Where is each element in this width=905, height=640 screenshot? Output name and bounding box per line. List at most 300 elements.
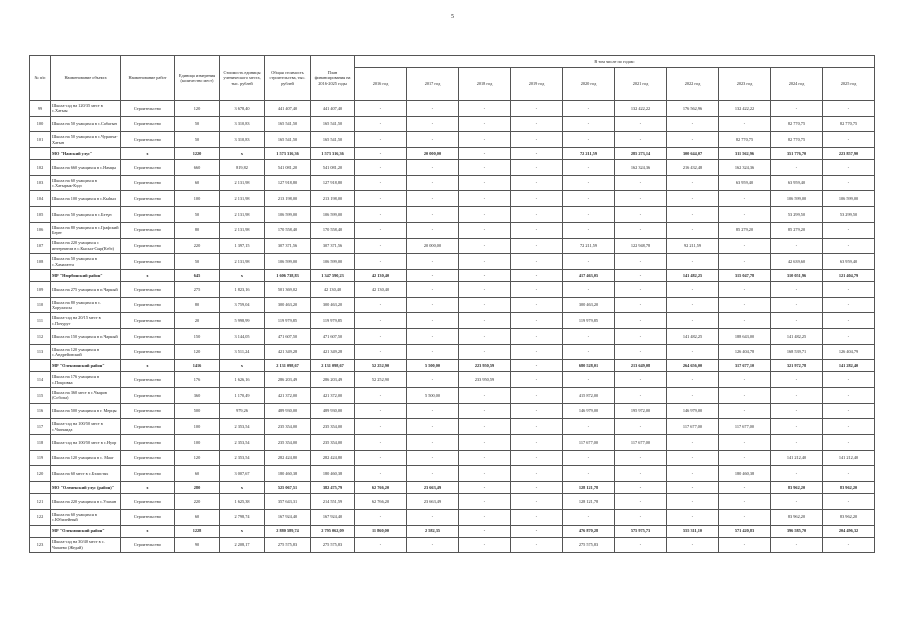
year-amount: - [355,313,407,329]
year-amount: - [355,450,407,466]
table-row [30,328,875,344]
table-row [30,509,875,525]
object-name: Школа на 80 учащихся в с.Графский Берег [51,222,121,238]
year-amount: 317 677,10 [719,360,771,372]
capacity: 280 [175,482,220,494]
year-amount: - [771,388,823,404]
year-amount: - [459,101,511,117]
total-cost: 300 463,20 [265,297,311,313]
work-type: х [121,148,175,160]
unit-cost: 1 823,16 [220,281,265,297]
year-amount: - [459,509,511,525]
year-amount: - [667,509,719,525]
year-amount: - [719,207,771,223]
row-number [30,269,51,281]
plan-amount: 1 347 590,23 [311,269,355,281]
header-year: 2019 год [511,68,563,101]
year-amount: - [667,494,719,510]
object-name: Школа на 50 учащихся в с.Сабагын [51,116,121,132]
total-cost: 421 372,00 [265,388,311,404]
year-amount: - [459,175,511,191]
header-year: 2024 год [771,68,823,101]
work-type: Строительство [121,238,175,254]
year-amount: - [667,281,719,297]
plan-amount: 2 131 098,67 [311,360,355,372]
year-amount: - [667,313,719,329]
year-amount: 146 979,00 [563,403,615,419]
year-amount: 23 663,49 [407,482,459,494]
year-amount: - [459,403,511,419]
object-name: Школа на 60 учащихся в с.Хатырык-Кэдэ [51,175,121,191]
year-amount: 126 404,79 [823,344,875,360]
year-amount: - [667,207,719,223]
year-amount: - [355,388,407,404]
year-amount: - [511,269,563,281]
capacity: 1228 [175,525,220,537]
year-amount: 128 121,78 [563,494,615,510]
year-amount: - [355,101,407,117]
year-amount: - [615,313,667,329]
year-amount: - [667,222,719,238]
unit-cost: 1 397,15 [220,238,265,254]
total-cost: 525 067,51 [265,482,311,494]
capacity: 60 [175,175,220,191]
object-name: Школа на 176 учащихся в с.Покровка [51,372,121,388]
year-amount: 168 539,71 [771,344,823,360]
plan-amount: 441 407,40 [311,101,355,117]
year-amount: - [407,281,459,297]
plan-amount: 2 795 062,09 [311,525,355,537]
year-amount: - [823,297,875,313]
plan-amount: 421 349,28 [311,344,355,360]
plan-amount: 106 599,00 [311,207,355,223]
year-amount: - [459,160,511,176]
year-amount: - [407,175,459,191]
year-amount: - [719,388,771,404]
year-amount: 20 000,00 [407,238,459,254]
year-amount: - [511,372,563,388]
year-amount: 396 585,70 [771,525,823,537]
year-amount: 141 482,25 [667,328,719,344]
year-amount: - [355,160,407,176]
row-number: 112 [30,328,51,344]
year-amount: - [615,509,667,525]
capacity: 150 [175,328,220,344]
year-amount: - [563,175,615,191]
total-cost: 421 349,28 [265,344,311,360]
year-amount: - [667,116,719,132]
year-amount: - [459,494,511,510]
row-number: 118 [30,435,51,451]
year-amount: - [771,101,823,117]
year-amount: - [459,238,511,254]
year-amount: 63 959,40 [771,175,823,191]
total-cost: 2 131 098,67 [265,360,311,372]
year-amount: - [511,297,563,313]
work-type: Строительство [121,403,175,419]
year-amount: 42 639,60 [771,254,823,270]
total-cost: 357 643,31 [265,494,311,510]
year-amount: 141 482,25 [771,328,823,344]
unit-cost: 5 998,99 [220,313,265,329]
total-cost: 106 599,00 [265,254,311,270]
year-amount: 53 299,50 [823,207,875,223]
total-cost: 119 979,85 [265,313,311,329]
year-amount: - [459,269,511,281]
year-amount: - [615,116,667,132]
table-row [30,435,875,451]
total-cost: 165 541,50 [265,116,311,132]
plan-amount: 286 203,49 [311,372,355,388]
table-body [30,101,875,553]
year-amount: - [771,297,823,313]
year-amount: 5 500,00 [407,388,459,404]
year-amount: 2 582,35 [407,525,459,537]
header-name: Наименование объекта [51,56,121,101]
object-name: Школа на 500 учащихся в г. Мерцы [51,403,121,419]
year-amount: - [511,509,563,525]
year-amount: 575 975,73 [615,525,667,537]
year-amount: 555 311,10 [667,525,719,537]
year-amount: - [667,450,719,466]
capacity: 50 [175,116,220,132]
year-amount: - [407,313,459,329]
total-cost: 106 599,00 [265,207,311,223]
row-number: 109 [30,281,51,297]
unit-cost: 3 511,24 [220,344,265,360]
object-name: Школа на 120 учащихся в с.Андрейовский [51,344,121,360]
year-amount: - [355,238,407,254]
unit-cost: х [220,482,265,494]
header-year: 2021 год [615,68,667,101]
work-type: Строительство [121,175,175,191]
unit-cost: 2 353,54 [220,450,265,466]
year-amount: - [771,238,823,254]
year-amount: 141 212,40 [771,450,823,466]
year-amount: - [771,494,823,510]
object-name: Школа на 50 учащихся в с.Чурапча-Хатын [51,132,121,148]
year-amount: - [563,450,615,466]
year-amount: - [563,509,615,525]
work-type: Строительство [121,388,175,404]
total-cost: 170 558,40 [265,222,311,238]
year-amount: - [355,116,407,132]
year-amount: 82 770,75 [719,132,771,148]
year-amount: 300 644,07 [667,148,719,160]
year-amount: - [407,466,459,482]
plan-amount: 213 198,00 [311,191,355,207]
work-type: Строительство [121,435,175,451]
year-amount: - [771,537,823,553]
year-amount: - [719,191,771,207]
year-amount: - [823,222,875,238]
total-cost: 165 541,50 [265,132,311,148]
row-number [30,482,51,494]
unit-cost: 2 131,98 [220,207,265,223]
table-row [30,388,875,404]
year-amount: - [355,509,407,525]
year-amount: - [615,328,667,344]
year-amount: 11 860,00 [355,525,407,537]
work-type: Строительство [121,328,175,344]
total-cost: 441 407,40 [265,101,311,117]
year-amount: 85 279,20 [719,222,771,238]
year-amount: - [771,435,823,451]
year-amount: - [823,281,875,297]
header-year: 2017 год [407,68,459,101]
year-amount: - [511,191,563,207]
year-amount: - [459,419,511,435]
total-cost: 235 354,00 [265,419,311,435]
year-amount: - [511,388,563,404]
year-amount: - [511,313,563,329]
row-number: 123 [30,537,51,553]
year-amount: 321 972,78 [771,360,823,372]
total-cost: 167 924,40 [265,509,311,525]
year-amount: - [459,328,511,344]
year-amount: - [459,537,511,553]
year-amount: 680 528,01 [563,360,615,372]
total-cost: 541 081,20 [265,160,311,176]
year-amount: - [823,101,875,117]
work-type: х [121,525,175,537]
capacity: 1416 [175,360,220,372]
object-name: Школа на 660 учащихся в с.Намцы [51,160,121,176]
year-amount: - [355,419,407,435]
total-cost: 2 880 589,74 [265,525,311,537]
year-amount: 141 282,40 [823,360,875,372]
year-amount: - [511,281,563,297]
total-cost: 180 460,38 [265,466,311,482]
unit-cost: 1 626,16 [220,372,265,388]
year-amount: - [459,222,511,238]
row-number [30,525,51,537]
year-amount: 132 422,22 [719,101,771,117]
unit-cost: х [220,148,265,160]
year-amount: 195 972,00 [615,403,667,419]
year-amount: - [407,222,459,238]
capacity: 176 [175,372,220,388]
total-cost: 213 198,00 [265,191,311,207]
object-name: Школа-сад на 100/50 мест в с.Нуор [51,435,121,451]
year-amount: - [511,450,563,466]
year-amount: - [667,537,719,553]
year-amount: - [615,372,667,388]
year-amount: - [459,207,511,223]
year-amount: - [407,269,459,281]
header-year: 2022 год [667,68,719,101]
year-amount: 122 948,78 [615,238,667,254]
header-unit-cost: Стоимость единицы ученического места, тыс. рублей [220,56,265,101]
plan-amount: 165 541,50 [311,116,355,132]
plan-amount: 235 354,00 [311,435,355,451]
year-amount: - [355,537,407,553]
year-amount: - [459,482,511,494]
table-row [30,101,875,117]
year-amount: - [459,132,511,148]
unit-cost: 3 144,05 [220,328,265,344]
year-amount: 162 324,36 [719,160,771,176]
year-amount: - [407,101,459,117]
year-amount: 188 643,00 [719,328,771,344]
unit-cost: 2 131,98 [220,222,265,238]
table-row [30,160,875,176]
row-number: 106 [30,222,51,238]
total-cost: 471 607,50 [265,328,311,344]
year-amount: - [563,160,615,176]
year-amount: - [459,148,511,160]
row-number: 111 [30,313,51,329]
year-amount: - [667,175,719,191]
year-amount: - [563,419,615,435]
table-row [30,132,875,148]
row-number [30,148,51,160]
year-amount: - [511,344,563,360]
year-amount: - [511,435,563,451]
year-amount: 132 422,22 [615,101,667,117]
year-amount: - [459,388,511,404]
plan-amount: 382 475,79 [311,482,355,494]
unit-cost: 3 310,83 [220,132,265,148]
year-amount: 126 404,78 [719,344,771,360]
year-amount: - [771,313,823,329]
year-amount: 476 870,28 [563,525,615,537]
year-amount: - [563,207,615,223]
year-amount: - [563,132,615,148]
group-total-row [30,360,875,372]
work-type: Строительство [121,537,175,553]
year-amount: - [719,403,771,419]
year-amount: - [407,191,459,207]
year-amount: - [407,116,459,132]
object-name: Школа на 60 учащихся в с.Юбилейный [51,509,121,525]
year-amount: 264 656,00 [667,360,719,372]
total-cost: 501 369,02 [265,281,311,297]
group-total-row [30,525,875,537]
year-amount: - [615,388,667,404]
plan-amount: 119 979,85 [311,313,355,329]
year-amount: 128 121,78 [563,482,615,494]
work-type: Строительство [121,344,175,360]
capacity: 100 [175,435,220,451]
row-number: 104 [30,191,51,207]
year-amount: - [615,466,667,482]
object-name: Школа на 275 учащихся в п.Чаркый [51,281,121,297]
year-amount: - [667,466,719,482]
unit-cost: 2 353,54 [220,435,265,451]
year-amount: 52 252,90 [355,372,407,388]
table-row [30,403,875,419]
object-name: МР "Нюрбинский район" [51,269,121,281]
year-amount: - [823,175,875,191]
capacity: 120 [175,344,220,360]
table-row [30,313,875,329]
year-amount: 351 776,70 [771,148,823,160]
group-total-row [30,148,875,160]
year-amount: - [355,254,407,270]
year-amount: - [667,254,719,270]
year-amount: - [823,403,875,419]
object-name: Школа на 120 учащихся в с. Мааг [51,450,121,466]
year-amount: - [615,297,667,313]
year-amount: - [771,281,823,297]
object-name: Школа-сад на 100/50 мест в с.Чапчаида [51,419,121,435]
year-amount: - [563,372,615,388]
year-amount: - [459,116,511,132]
work-type: Строительство [121,132,175,148]
year-amount: - [615,222,667,238]
unit-cost: х [220,360,265,372]
capacity: 120 [175,450,220,466]
year-amount: - [355,297,407,313]
capacity: 60 [175,509,220,525]
year-amount: 72 211,59 [563,238,615,254]
year-amount: - [719,450,771,466]
object-name: Школа на 50 учащихся в с.Хамагатта [51,254,121,270]
capacity: 50 [175,254,220,270]
year-amount: - [355,148,407,160]
capacity: 80 [175,297,220,313]
plan-amount: 541 081,20 [311,160,355,176]
year-amount: - [459,254,511,270]
year-amount: - [511,525,563,537]
object-name: МР "Олекминский район" [51,525,121,537]
unit-cost: х [220,525,265,537]
work-type: Строительство [121,419,175,435]
year-amount: - [719,297,771,313]
year-amount: - [407,297,459,313]
plan-amount: 180 460,38 [311,466,355,482]
year-amount: 223 857,90 [823,148,875,160]
year-amount: - [563,281,615,297]
capacity: 80 [175,222,220,238]
year-amount: - [719,435,771,451]
capacity: 500 [175,403,220,419]
year-amount: 310 051,96 [771,269,823,281]
plan-amount: 235 354,00 [311,419,355,435]
year-amount: - [719,494,771,510]
header-year: 2023 год [719,68,771,101]
year-amount: - [823,160,875,176]
plan-amount: 42 130,40 [311,281,355,297]
year-amount: 53 299,50 [771,207,823,223]
year-amount: - [615,175,667,191]
year-amount: - [407,254,459,270]
year-amount: - [823,419,875,435]
object-name: МР "Олекминский район" [51,360,121,372]
group-total-row [30,269,875,281]
row-number [30,360,51,372]
year-amount: 311 562,96 [719,148,771,160]
row-number: 103 [30,175,51,191]
year-amount: - [459,525,511,537]
work-type: Строительство [121,509,175,525]
object-name: Школа на 100 учащихся в с.Кыһыл [51,191,121,207]
header-year: 2018 год [459,68,511,101]
work-type: Строительство [121,372,175,388]
object-name: Школа на 60 мест в с.Бэлистях [51,466,121,482]
total-cost: 489 930,00 [265,403,311,419]
capacity: 660 [175,160,220,176]
row-number: 102 [30,160,51,176]
page-number: 5 [451,14,454,20]
year-amount: 141 482,25 [667,269,719,281]
year-amount: - [615,494,667,510]
object-name: Школа на 50 учащихся в с.Бэтүн [51,207,121,223]
plan-amount: 300 463,20 [311,297,355,313]
year-amount: - [511,537,563,553]
year-amount: - [511,148,563,160]
